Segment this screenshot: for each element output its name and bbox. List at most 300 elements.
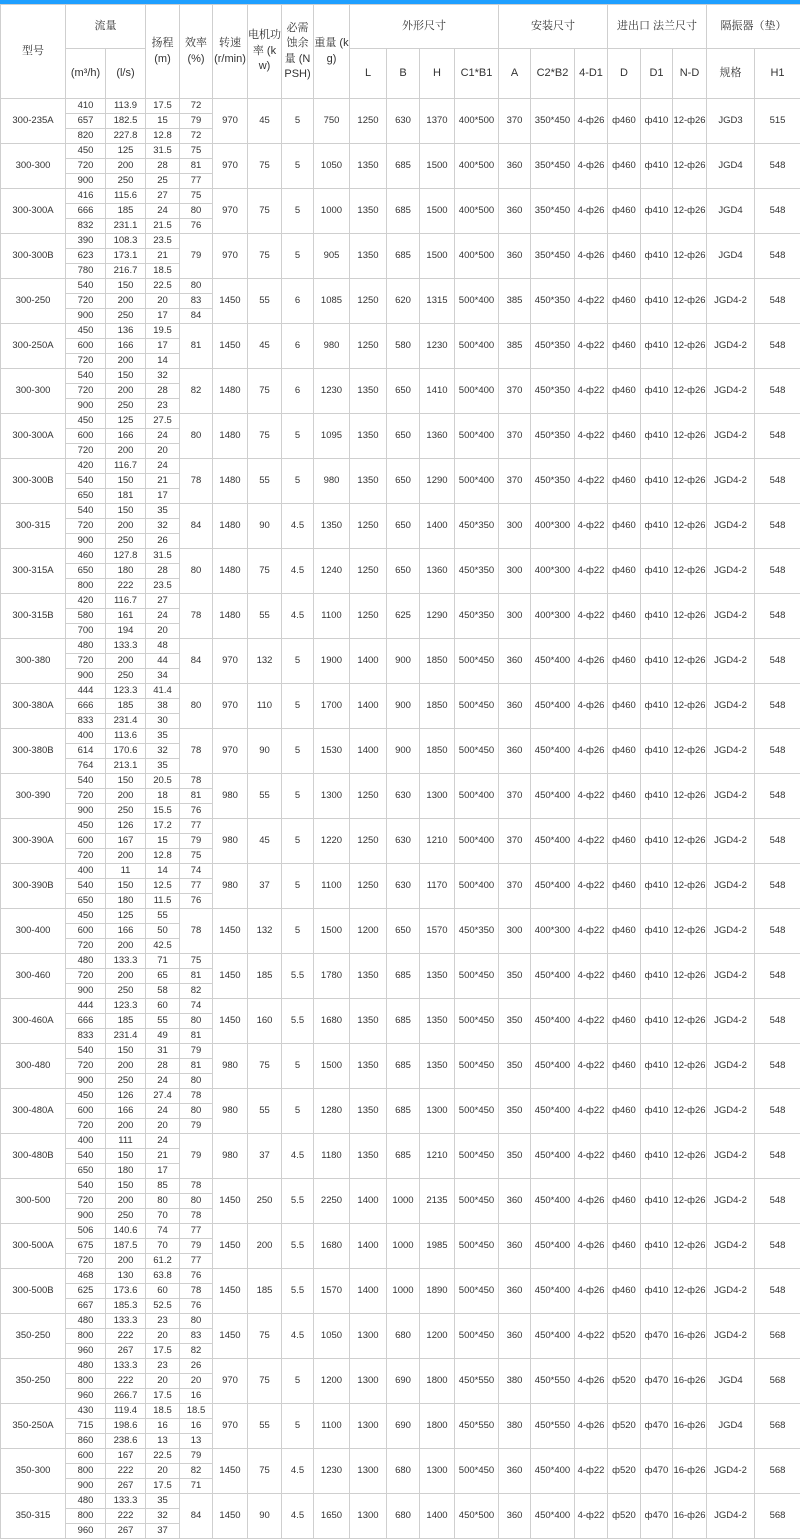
eff-cell: 80 bbox=[180, 549, 213, 594]
dim-L-cell: 1350 bbox=[350, 954, 387, 999]
flow-m3h-cell: 900 bbox=[66, 1479, 106, 1494]
c1b1-cell: 500*450 bbox=[455, 954, 499, 999]
speed-cell: 1480 bbox=[213, 549, 248, 594]
weight-cell: 980 bbox=[314, 459, 350, 504]
dim-B-cell: 685 bbox=[387, 144, 420, 189]
npsh-cell: 5 bbox=[282, 1359, 314, 1404]
flow-ls-cell: 200 bbox=[106, 1194, 146, 1209]
flange-D-cell: ф460 bbox=[608, 954, 641, 999]
head-cell: 58 bbox=[146, 984, 180, 999]
head-cell: 18.5 bbox=[146, 1404, 180, 1419]
dim-H-cell: 1210 bbox=[420, 819, 455, 864]
speed-cell: 1450 bbox=[213, 1494, 248, 1539]
spec-row-22-0 bbox=[1, 1089, 800, 1104]
weight-cell: 1500 bbox=[314, 909, 350, 954]
c1b1-cell: 500*400 bbox=[455, 819, 499, 864]
flow-m3h-cell: 715 bbox=[66, 1419, 106, 1434]
flow-m3h-cell: 420 bbox=[66, 594, 106, 609]
power-cell: 75 bbox=[248, 414, 282, 459]
dim-B-cell: 685 bbox=[387, 189, 420, 234]
eff-cell: 81 bbox=[180, 969, 213, 984]
spec-row-18-0 bbox=[1, 909, 800, 924]
eff-cell: 18.5 bbox=[180, 1404, 213, 1419]
flow-ls-cell: 11 bbox=[106, 864, 146, 879]
c1b1-cell: 400*500 bbox=[455, 189, 499, 234]
flange-D-cell: ф460 bbox=[608, 144, 641, 189]
eff-cell: 78 bbox=[180, 729, 213, 774]
flow-ls-cell: 180 bbox=[106, 564, 146, 579]
flange-ND-cell: 12-ф26 bbox=[673, 189, 707, 234]
dim-B-cell: 625 bbox=[387, 594, 420, 639]
head-cell: 37 bbox=[146, 1524, 180, 1539]
power-cell: 132 bbox=[248, 909, 282, 954]
eff-cell: 76 bbox=[180, 804, 213, 819]
dim-H-cell: 1290 bbox=[420, 459, 455, 504]
speed-cell: 1480 bbox=[213, 594, 248, 639]
speed-cell: 1450 bbox=[213, 324, 248, 369]
isolator-H1-cell: 548 bbox=[755, 999, 800, 1044]
npsh-cell: 5 bbox=[282, 1089, 314, 1134]
dim-B-cell: 650 bbox=[387, 459, 420, 504]
flow-ls-cell: 194 bbox=[106, 624, 146, 639]
table-header bbox=[1, 5, 800, 99]
head-cell: 23 bbox=[146, 399, 180, 414]
c1b1-cell: 500*450 bbox=[455, 999, 499, 1044]
flange-D1-cell: ф410 bbox=[641, 504, 673, 549]
flow-ls-cell: 200 bbox=[106, 519, 146, 534]
install-A-cell: 385 bbox=[499, 324, 531, 369]
flange-ND-cell: 12-ф26 bbox=[673, 369, 707, 414]
eff-cell: 80 bbox=[180, 684, 213, 729]
flow-ls-cell: 133.3 bbox=[106, 1359, 146, 1374]
dim-B-cell: 690 bbox=[387, 1404, 420, 1449]
flange-D1-cell: ф470 bbox=[641, 1359, 673, 1404]
spec-row-3-0 bbox=[1, 234, 800, 249]
flow-m3h-cell: 720 bbox=[66, 444, 106, 459]
bolt-4d1-cell: 4-ф22 bbox=[575, 549, 608, 594]
flange-D1-cell: ф410 bbox=[641, 594, 673, 639]
flow-ls-cell: 182.5 bbox=[106, 114, 146, 129]
flange-ND-cell: 16-ф26 bbox=[673, 1314, 707, 1359]
dim-H-cell: 1315 bbox=[420, 279, 455, 324]
head-cell: 12.8 bbox=[146, 849, 180, 864]
head-cell: 31.5 bbox=[146, 549, 180, 564]
dim-B-cell: 580 bbox=[387, 324, 420, 369]
speed-cell: 970 bbox=[213, 729, 248, 774]
flange-D1-cell: ф410 bbox=[641, 639, 673, 684]
c1b1-cell: 450*550 bbox=[455, 1359, 499, 1404]
dim-B-cell: 900 bbox=[387, 684, 420, 729]
dim-B-cell: 650 bbox=[387, 909, 420, 954]
head-cell: 23.5 bbox=[146, 234, 180, 249]
flow-ls-cell: 126 bbox=[106, 1089, 146, 1104]
flow-ls-cell: 238.6 bbox=[106, 1434, 146, 1449]
c2b2-cell: 450*400 bbox=[531, 774, 575, 819]
npsh-cell: 5 bbox=[282, 459, 314, 504]
eff-cell: 79 bbox=[180, 114, 213, 129]
install-A-cell: 300 bbox=[499, 594, 531, 639]
power-cell: 55 bbox=[248, 279, 282, 324]
npsh-cell: 5 bbox=[282, 864, 314, 909]
spec-row-19-0 bbox=[1, 954, 800, 969]
eff-cell: 82 bbox=[180, 1464, 213, 1479]
col-header-eff: 效率 (%) bbox=[180, 5, 213, 99]
flange-D-cell: ф520 bbox=[608, 1404, 641, 1449]
weight-cell: 1280 bbox=[314, 1089, 350, 1134]
c2b2-cell: 450*350 bbox=[531, 324, 575, 369]
col-header-spec: 规格 bbox=[707, 49, 755, 99]
c2b2-cell: 450*400 bbox=[531, 1224, 575, 1269]
c2b2-cell: 450*400 bbox=[531, 999, 575, 1044]
flange-ND-cell: 12-ф26 bbox=[673, 684, 707, 729]
dim-L-cell: 1350 bbox=[350, 144, 387, 189]
install-A-cell: 360 bbox=[499, 1179, 531, 1224]
dim-L-cell: 1350 bbox=[350, 369, 387, 414]
flange-D-cell: ф520 bbox=[608, 1314, 641, 1359]
npsh-cell: 5 bbox=[282, 144, 314, 189]
model-cell: 300-460A bbox=[1, 999, 66, 1044]
flange-ND-cell: 16-ф26 bbox=[673, 1359, 707, 1404]
head-cell: 15 bbox=[146, 114, 180, 129]
dim-H-cell: 1985 bbox=[420, 1224, 455, 1269]
eff-cell: 83 bbox=[180, 294, 213, 309]
flow-m3h-cell: 540 bbox=[66, 474, 106, 489]
flow-ls-cell: 185 bbox=[106, 1014, 146, 1029]
head-cell: 24 bbox=[146, 459, 180, 474]
flow-m3h-cell: 600 bbox=[66, 1104, 106, 1119]
power-cell: 75 bbox=[248, 1314, 282, 1359]
flow-ls-cell: 133.3 bbox=[106, 1494, 146, 1509]
c1b1-cell: 450*550 bbox=[455, 1404, 499, 1449]
c1b1-cell: 450*350 bbox=[455, 504, 499, 549]
flow-m3h-cell: 650 bbox=[66, 894, 106, 909]
model-cell: 350-250 bbox=[1, 1359, 66, 1404]
dim-H-cell: 1300 bbox=[420, 1449, 455, 1494]
dim-B-cell: 630 bbox=[387, 774, 420, 819]
dim-L-cell: 1350 bbox=[350, 414, 387, 459]
power-cell: 55 bbox=[248, 594, 282, 639]
spec-row-27-0 bbox=[1, 1314, 800, 1329]
dim-B-cell: 685 bbox=[387, 954, 420, 999]
dim-B-cell: 900 bbox=[387, 729, 420, 774]
eff-cell: 80 bbox=[180, 1074, 213, 1089]
model-cell: 300-390B bbox=[1, 864, 66, 909]
eff-cell: 79 bbox=[180, 234, 213, 279]
weight-cell: 1680 bbox=[314, 999, 350, 1044]
flow-m3h-cell: 657 bbox=[66, 114, 106, 129]
c2b2-cell: 450*350 bbox=[531, 414, 575, 459]
isolator-H1-cell: 568 bbox=[755, 1359, 800, 1404]
isolator-H1-cell: 548 bbox=[755, 819, 800, 864]
flange-ND-cell: 12-ф26 bbox=[673, 639, 707, 684]
eff-cell: 77 bbox=[180, 819, 213, 834]
head-cell: 48 bbox=[146, 639, 180, 654]
flange-D-cell: ф460 bbox=[608, 594, 641, 639]
isolator-spec-cell: JGD4-2 bbox=[707, 549, 755, 594]
model-cell: 300-480A bbox=[1, 1089, 66, 1134]
flow-m3h-cell: 900 bbox=[66, 669, 106, 684]
head-cell: 22.5 bbox=[146, 279, 180, 294]
c1b1-cell: 500*400 bbox=[455, 459, 499, 504]
head-cell: 63.8 bbox=[146, 1269, 180, 1284]
npsh-cell: 4.5 bbox=[282, 549, 314, 594]
eff-cell: 80 bbox=[180, 414, 213, 459]
head-cell: 11.5 bbox=[146, 894, 180, 909]
model-cell: 300-250A bbox=[1, 324, 66, 369]
install-A-cell: 380 bbox=[499, 1359, 531, 1404]
bolt-4d1-cell: 4-ф22 bbox=[575, 1494, 608, 1539]
weight-cell: 1100 bbox=[314, 864, 350, 909]
flow-ls-cell: 187.5 bbox=[106, 1239, 146, 1254]
eff-cell: 76 bbox=[180, 894, 213, 909]
isolator-spec-cell: JGD4 bbox=[707, 234, 755, 279]
speed-cell: 1450 bbox=[213, 1449, 248, 1494]
spec-row-31-0 bbox=[1, 1494, 800, 1509]
flange-D-cell: ф460 bbox=[608, 1224, 641, 1269]
speed-cell: 1450 bbox=[213, 279, 248, 324]
eff-cell: 82 bbox=[180, 984, 213, 999]
speed-cell: 980 bbox=[213, 1134, 248, 1179]
weight-cell: 1000 bbox=[314, 189, 350, 234]
flange-D1-cell: ф410 bbox=[641, 819, 673, 864]
isolator-spec-cell: JGD4-2 bbox=[707, 1449, 755, 1494]
flow-m3h-cell: 960 bbox=[66, 1344, 106, 1359]
dim-L-cell: 1400 bbox=[350, 1269, 387, 1314]
flow-m3h-cell: 900 bbox=[66, 1074, 106, 1089]
eff-cell: 84 bbox=[180, 504, 213, 549]
isolator-spec-cell: JGD4-2 bbox=[707, 324, 755, 369]
eff-cell: 78 bbox=[180, 1284, 213, 1299]
flow-m3h-cell: 600 bbox=[66, 429, 106, 444]
flange-ND-cell: 12-ф26 bbox=[673, 729, 707, 774]
power-cell: 90 bbox=[248, 1494, 282, 1539]
dim-L-cell: 1350 bbox=[350, 234, 387, 279]
flow-m3h-cell: 540 bbox=[66, 774, 106, 789]
flow-m3h-cell: 960 bbox=[66, 1389, 106, 1404]
isolator-spec-cell: JGD4-2 bbox=[707, 1044, 755, 1089]
dim-L-cell: 1250 bbox=[350, 99, 387, 144]
isolator-spec-cell: JGD4-2 bbox=[707, 774, 755, 819]
flange-D1-cell: ф410 bbox=[641, 1179, 673, 1224]
head-cell: 17.5 bbox=[146, 99, 180, 114]
speed-cell: 1450 bbox=[213, 1314, 248, 1359]
flow-m3h-cell: 667 bbox=[66, 1299, 106, 1314]
install-A-cell: 360 bbox=[499, 1314, 531, 1359]
speed-cell: 970 bbox=[213, 1404, 248, 1449]
c1b1-cell: 400*500 bbox=[455, 144, 499, 189]
flange-D1-cell: ф410 bbox=[641, 99, 673, 144]
head-cell: 65 bbox=[146, 969, 180, 984]
pump-spec-table bbox=[0, 4, 800, 1539]
flange-ND-cell: 12-ф26 bbox=[673, 819, 707, 864]
isolator-spec-cell: JGD4-2 bbox=[707, 1089, 755, 1134]
flange-D-cell: ф520 bbox=[608, 1359, 641, 1404]
c1b1-cell: 400*500 bbox=[455, 99, 499, 144]
col-header-H: H bbox=[420, 49, 455, 99]
eff-cell: 79 bbox=[180, 1134, 213, 1179]
head-cell: 21 bbox=[146, 1149, 180, 1164]
dim-H-cell: 1570 bbox=[420, 909, 455, 954]
spec-row-4-0 bbox=[1, 279, 800, 294]
isolator-H1-cell: 548 bbox=[755, 414, 800, 459]
flow-m3h-cell: 600 bbox=[66, 1449, 106, 1464]
col-header-flow-m3h: (m³/h) bbox=[66, 49, 106, 99]
isolator-H1-cell: 568 bbox=[755, 1449, 800, 1494]
power-cell: 55 bbox=[248, 774, 282, 819]
head-cell: 60 bbox=[146, 1284, 180, 1299]
install-A-cell: 370 bbox=[499, 864, 531, 909]
dim-L-cell: 1250 bbox=[350, 549, 387, 594]
power-cell: 185 bbox=[248, 954, 282, 999]
flow-ls-cell: 200 bbox=[106, 444, 146, 459]
model-cell: 300-380 bbox=[1, 639, 66, 684]
flange-D1-cell: ф410 bbox=[641, 1089, 673, 1134]
model-cell: 350-300 bbox=[1, 1449, 66, 1494]
power-cell: 75 bbox=[248, 189, 282, 234]
flow-m3h-cell: 390 bbox=[66, 234, 106, 249]
col-header-ND: N-D bbox=[673, 49, 707, 99]
head-cell: 20 bbox=[146, 624, 180, 639]
npsh-cell: 5 bbox=[282, 189, 314, 234]
eff-cell: 79 bbox=[180, 1449, 213, 1464]
head-cell: 26 bbox=[146, 534, 180, 549]
flange-D1-cell: ф470 bbox=[641, 1449, 673, 1494]
isolator-H1-cell: 548 bbox=[755, 639, 800, 684]
npsh-cell: 5 bbox=[282, 729, 314, 774]
flow-ls-cell: 116.7 bbox=[106, 594, 146, 609]
flow-ls-cell: 231.4 bbox=[106, 714, 146, 729]
isolator-spec-cell: JGD4-2 bbox=[707, 639, 755, 684]
dim-L-cell: 1250 bbox=[350, 819, 387, 864]
c2b2-cell: 450*400 bbox=[531, 1449, 575, 1494]
eff-cell: 74 bbox=[180, 864, 213, 879]
flow-ls-cell: 267 bbox=[106, 1524, 146, 1539]
c1b1-cell: 500*400 bbox=[455, 279, 499, 324]
head-cell: 23 bbox=[146, 1359, 180, 1374]
model-cell: 300-460 bbox=[1, 954, 66, 999]
spec-row-11-0 bbox=[1, 594, 800, 609]
isolator-H1-cell: 515 bbox=[755, 99, 800, 144]
flange-ND-cell: 12-ф26 bbox=[673, 954, 707, 999]
model-cell: 300-390 bbox=[1, 774, 66, 819]
c1b1-cell: 500*450 bbox=[455, 1044, 499, 1089]
spec-row-9-0 bbox=[1, 504, 800, 519]
c2b2-cell: 400*300 bbox=[531, 909, 575, 954]
model-cell: 300-315B bbox=[1, 594, 66, 639]
flow-ls-cell: 113.6 bbox=[106, 729, 146, 744]
npsh-cell: 6 bbox=[282, 324, 314, 369]
flow-ls-cell: 222 bbox=[106, 1374, 146, 1389]
flow-m3h-cell: 650 bbox=[66, 1164, 106, 1179]
flange-D1-cell: ф410 bbox=[641, 729, 673, 774]
install-A-cell: 300 bbox=[499, 504, 531, 549]
flange-D-cell: ф460 bbox=[608, 1179, 641, 1224]
flow-ls-cell: 133.3 bbox=[106, 1314, 146, 1329]
col-header-A: A bbox=[499, 49, 531, 99]
dim-L-cell: 1250 bbox=[350, 504, 387, 549]
flange-D1-cell: ф410 bbox=[641, 864, 673, 909]
flow-ls-cell: 170.6 bbox=[106, 744, 146, 759]
flow-ls-cell: 185.3 bbox=[106, 1299, 146, 1314]
flange-D1-cell: ф410 bbox=[641, 774, 673, 819]
bolt-4d1-cell: 4-ф22 bbox=[575, 369, 608, 414]
flow-m3h-cell: 650 bbox=[66, 489, 106, 504]
head-cell: 52.5 bbox=[146, 1299, 180, 1314]
head-cell: 20 bbox=[146, 1329, 180, 1344]
power-cell: 37 bbox=[248, 1134, 282, 1179]
eff-cell: 78 bbox=[180, 1209, 213, 1224]
flange-ND-cell: 12-ф26 bbox=[673, 1089, 707, 1134]
head-cell: 35 bbox=[146, 1494, 180, 1509]
col-header-power: 电机功率 (kw) bbox=[248, 5, 282, 99]
npsh-cell: 5 bbox=[282, 234, 314, 279]
install-A-cell: 370 bbox=[499, 99, 531, 144]
col-header-4D1: 4-D1 bbox=[575, 49, 608, 99]
isolator-H1-cell: 548 bbox=[755, 504, 800, 549]
flange-ND-cell: 12-ф26 bbox=[673, 864, 707, 909]
eff-cell: 79 bbox=[180, 1239, 213, 1254]
flow-m3h-cell: 720 bbox=[66, 384, 106, 399]
install-A-cell: 360 bbox=[499, 1494, 531, 1539]
spec-row-7-0 bbox=[1, 414, 800, 429]
flow-ls-cell: 108.3 bbox=[106, 234, 146, 249]
flange-ND-cell: 16-ф26 bbox=[673, 1449, 707, 1494]
weight-cell: 2250 bbox=[314, 1179, 350, 1224]
c1b1-cell: 500*400 bbox=[455, 324, 499, 369]
flange-D1-cell: ф410 bbox=[641, 144, 673, 189]
bolt-4d1-cell: 4-ф22 bbox=[575, 459, 608, 504]
install-A-cell: 370 bbox=[499, 774, 531, 819]
flow-m3h-cell: 900 bbox=[66, 399, 106, 414]
isolator-H1-cell: 548 bbox=[755, 144, 800, 189]
flow-m3h-cell: 444 bbox=[66, 684, 106, 699]
dim-H-cell: 1200 bbox=[420, 1314, 455, 1359]
speed-cell: 970 bbox=[213, 189, 248, 234]
head-cell: 27 bbox=[146, 189, 180, 204]
isolator-spec-cell: JGD4-2 bbox=[707, 1134, 755, 1179]
flange-ND-cell: 12-ф26 bbox=[673, 1179, 707, 1224]
flow-ls-cell: 185 bbox=[106, 204, 146, 219]
flange-D1-cell: ф410 bbox=[641, 1269, 673, 1314]
weight-cell: 1650 bbox=[314, 1494, 350, 1539]
dim-L-cell: 1300 bbox=[350, 1314, 387, 1359]
spec-row-16-0 bbox=[1, 819, 800, 834]
dim-L-cell: 1400 bbox=[350, 684, 387, 729]
dim-H-cell: 1500 bbox=[420, 144, 455, 189]
head-cell: 24 bbox=[146, 1104, 180, 1119]
flange-ND-cell: 12-ф26 bbox=[673, 459, 707, 504]
npsh-cell: 5.5 bbox=[282, 1179, 314, 1224]
dim-B-cell: 1000 bbox=[387, 1224, 420, 1269]
bolt-4d1-cell: 4-ф22 bbox=[575, 1089, 608, 1134]
dim-L-cell: 1350 bbox=[350, 1089, 387, 1134]
c2b2-cell: 450*400 bbox=[531, 639, 575, 684]
flange-D-cell: ф460 bbox=[608, 864, 641, 909]
flow-ls-cell: 125 bbox=[106, 144, 146, 159]
model-cell: 350-250 bbox=[1, 1314, 66, 1359]
weight-cell: 1050 bbox=[314, 144, 350, 189]
flange-ND-cell: 12-ф26 bbox=[673, 504, 707, 549]
flow-ls-cell: 250 bbox=[106, 309, 146, 324]
dim-H-cell: 1350 bbox=[420, 1044, 455, 1089]
col-header-C2B2: C2*B2 bbox=[531, 49, 575, 99]
speed-cell: 970 bbox=[213, 99, 248, 144]
flow-ls-cell: 250 bbox=[106, 174, 146, 189]
spec-row-28-0 bbox=[1, 1359, 800, 1374]
flow-ls-cell: 185 bbox=[106, 699, 146, 714]
dim-L-cell: 1400 bbox=[350, 1224, 387, 1269]
bolt-4d1-cell: 4-ф26 bbox=[575, 1224, 608, 1269]
